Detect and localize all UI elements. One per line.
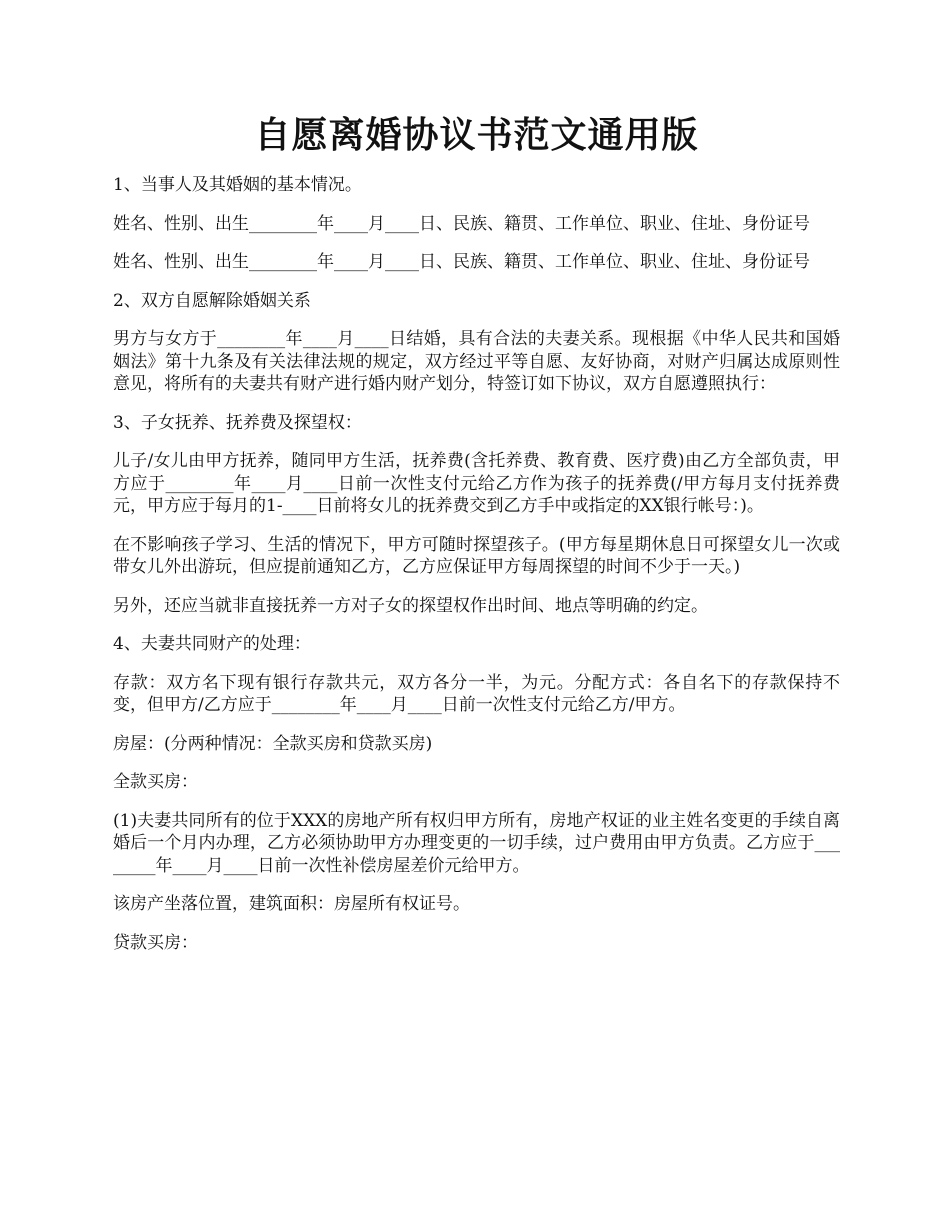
marriage-statement: 男方与女方于________年____月____日结婚，具有合法的夫妻关系。现根据《中华人民共和国婚姻法》第十九条及有关法律法规的规定，双方经过平等自愿、友好协商，对财产归属达成原则性意见，将所有的夫妻共有财产进行婚内财产划分，特签订如下协议，双方自愿遵照执行： [113, 329, 840, 394]
visitation-clause: 在不影响孩子学习、生活的情况下，甲方可随时探望孩子。(甲方每星期休息日可探望女儿一次或带女儿外出游玩，但应提前通知乙方，乙方应保证甲方每周探望的时间不少于一天。) [113, 534, 840, 577]
document-title: 自愿离婚协议书范文通用版 [254, 114, 699, 156]
visitation-note: 另外，还应当就非直接抚养一方对子女的探望权作出时间、地点等明确的约定。 [113, 595, 708, 616]
section-heading-4: 4、夫妻共同财产的处理： [113, 634, 311, 654]
section-heading-3: 3、子女抚养、抚养费及探望权： [113, 412, 362, 433]
child-support-clause: 儿子/女儿由甲方抚养，随同甲方生活，抚养费(含托养费、教育费、医疗费)由乙方全部负责，甲方应于________年____月____日前一次性支付元给乙方作为孩子的抚养费(/甲方每月支付抚养费元，甲方应于每月的1-____日前将女儿的抚养费交到乙方手中或指定的XX银行帐号：)。 [113, 451, 840, 516]
section-heading-1: 1、当事人及其婚姻的基本情况。 [113, 175, 362, 195]
document-page [113, 108, 840, 970]
full-payment-heading: 全款买房： [113, 772, 198, 792]
full-payment-clause: (1)夫妻共同所有的位于XXX的房地产所有权归甲方所有，房地产权证的业主姓名变更的手续自离婚后一个月内办理，乙方必须协助甲方办理变更的一切手续，过户费用由甲方负责。乙方应于________年____月____日前一次性补偿房屋差价元给甲方。 [113, 810, 840, 876]
property-location-line: 该房产坐落位置，建筑面积：房屋所有权证号。 [113, 894, 470, 914]
section-heading-2: 2、双方自愿解除婚姻关系 [113, 290, 311, 311]
party-info-line-1: 姓名、性别、出生________年____月____日、民族、籍贯、工作单位、职业、住址、身份证号 [113, 213, 810, 234]
deposit-clause: 存款：双方名下现有银行存款共元，双方各分一半，为元。分配方式：各自名下的存款保持不变，但甲方/乙方应于________年____月____日前一次性支付元给乙方/甲方。 [113, 672, 840, 715]
party-info-line-2: 姓名、性别、出生________年____月____日、民族、籍贯、工作单位、职业、住址、身份证号 [113, 252, 810, 272]
house-clause-intro: 房屋：(分两种情况：全款买房和贷款买房) [113, 733, 433, 754]
loan-payment-heading: 贷款买房： [113, 932, 198, 953]
